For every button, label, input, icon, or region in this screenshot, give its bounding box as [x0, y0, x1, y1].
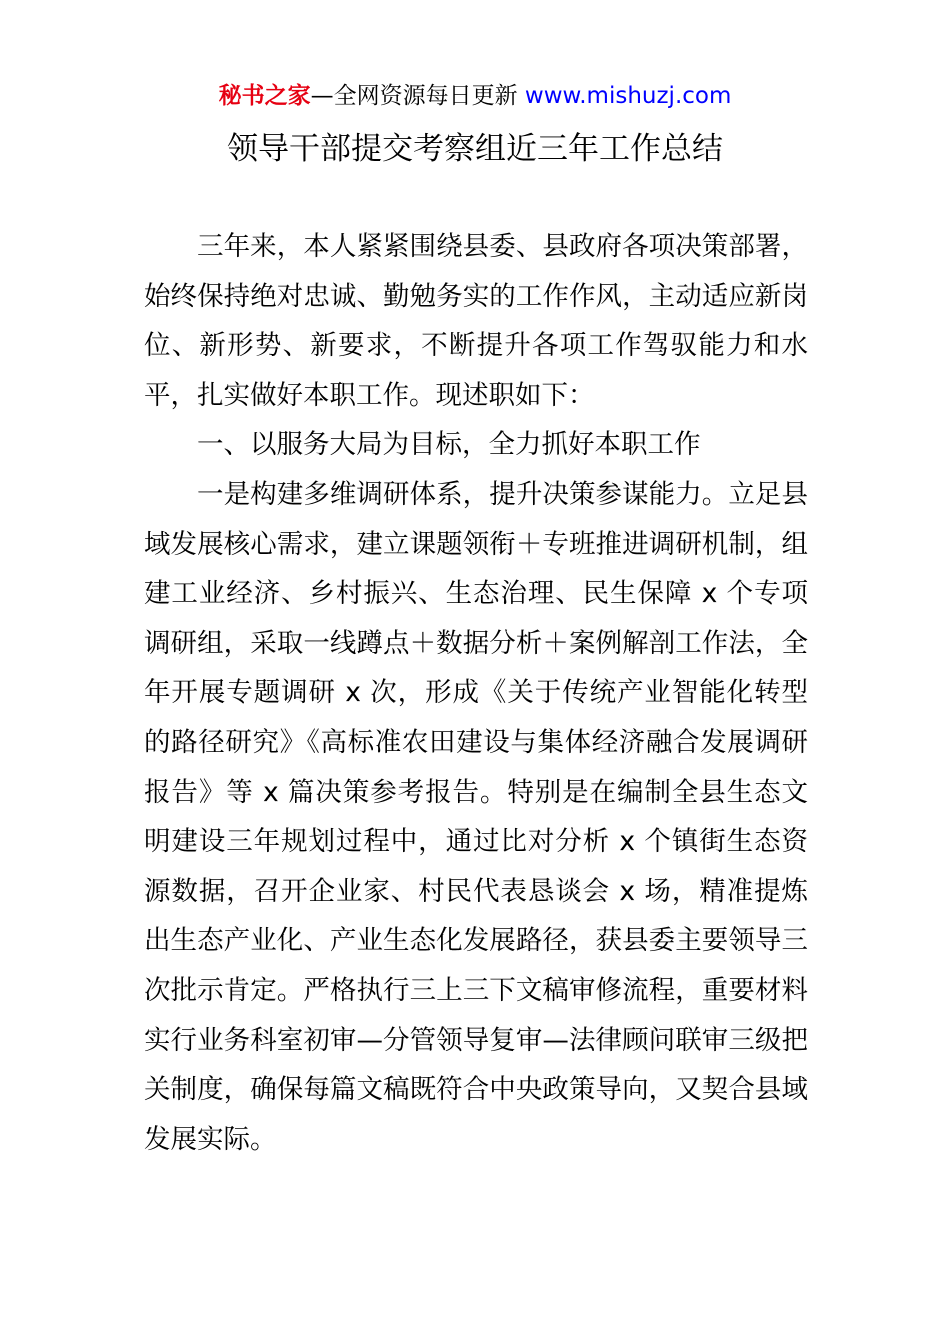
site-tagline: —全网资源每日更新 [310, 83, 525, 109]
intro-paragraph: 三年来，本人紧紧围绕县委、县政府各项决策部署，始终保持绝对忠诚、勤勉务实的工作作风，主动适应新岗位、新形势、新要求，不断提升各项工作驾驭能力和水平，扎实做好本职工作。现述职如下： [144, 231, 808, 411]
document-body [144, 222, 808, 1164]
site-header [0, 80, 950, 112]
body-paragraph: 一是构建多维调研体系，提升决策参谋能力。立足县域发展核心需求，建立课题领衔＋专班推进调研机制，组建工业经济、乡村振兴、生态治理、民生保障 x 个专项调研组，采取一线蹲点＋数据分析＋案例解剖工作法，全年开展专题调研 x 次，形成《关于传统产业智能化转型的路径研究》《高标准农田建设与集体经济融合发展调研报告》等 x 篇决策参考报告。特别是在编制全县生态文明建设三年规划过程中，通过比对分析 x 个镇街生态资源数据，召开企业家、村民代表恳谈会 x 场，精准提炼出生态产业化、产业生态化发展路径，获县委主要领导三次批示肯定。严格执行三上三下文稿审修流程，重要材料实行业务科室初审—分管领导复审—法律顾问联审三级把关制度，确保每篇文稿既符合中央政策导向，又契合县域发展实际。 [144, 478, 808, 1155]
section-heading: 一、以服务大局为目标，全力抓好本职工作 [197, 429, 701, 461]
site-url-link[interactable]: www.mishuzj.com [524, 83, 732, 109]
site-brand: 秘书之家 [218, 83, 311, 109]
document-title: 领导干部提交考察组近三年工作总结 [227, 131, 723, 167]
